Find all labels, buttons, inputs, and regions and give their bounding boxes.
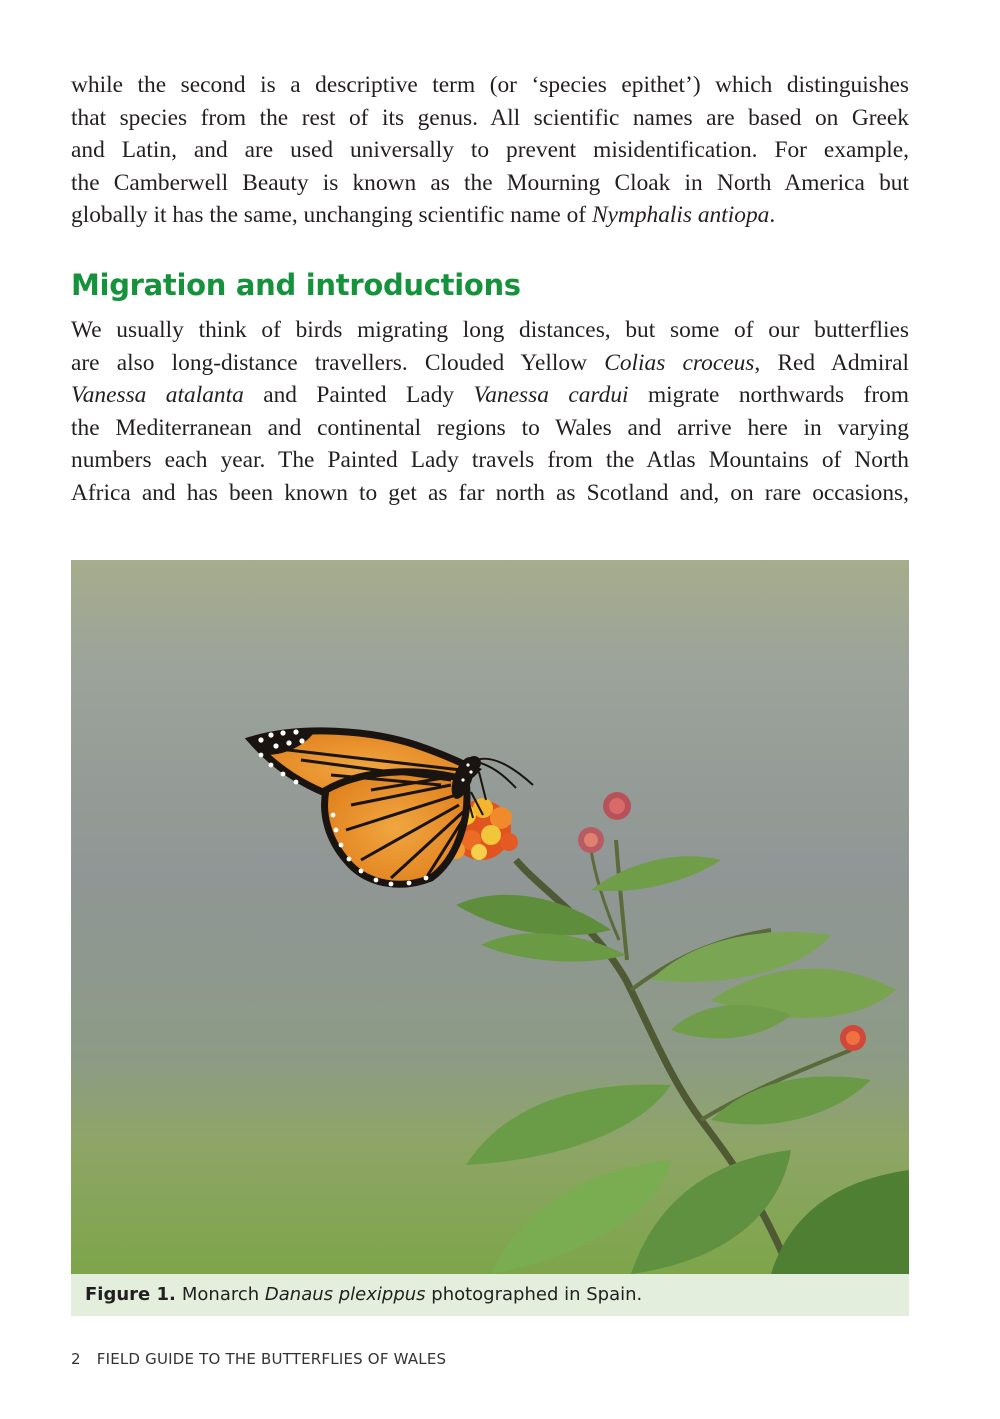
text-run: and Painted Lady (243, 382, 474, 408)
paragraph-migration (71, 314, 909, 509)
paragraph-line: that species from the rest of its genus. All scientific names are based on Greek (71, 104, 909, 131)
monarch-butterfly-photo (71, 560, 909, 1274)
text-run: . (769, 202, 776, 228)
figure-label: Figure 1. (85, 1284, 176, 1305)
species-name: Vanessa atalanta (71, 382, 244, 408)
page-number: 2 (71, 1350, 81, 1368)
species-name: Nymphalis antiopa (591, 202, 770, 228)
text-run: are also long-distance travellers. Clouded Yellow (71, 349, 605, 376)
figure-caption (71, 1274, 909, 1316)
text-run: Monarch (181, 1284, 265, 1305)
paragraph-line (71, 199, 909, 232)
paragraph-intro (71, 69, 909, 232)
text-run: , Red Admiral (754, 349, 909, 376)
paragraph-line: numbers each year. The Painted Lady travels from the Atlas Mountains of North (71, 447, 909, 473)
paragraph-line: while the second is a descriptive term (or ‘species epithet’) which distinguishes (71, 72, 909, 98)
paragraph-line: the Mediterranean and continental regions to Wales and arrive here in varying (71, 414, 909, 441)
page-footer (71, 1350, 446, 1368)
text-run: photographed in Spain. (425, 1284, 643, 1305)
paragraph-line (71, 347, 909, 380)
species-name: Vanessa cardui (473, 382, 629, 408)
book-title: FIELD GUIDE TO THE BUTTERFLIES OF WALES (96, 1350, 447, 1368)
text-run: migrate northwards from (628, 382, 909, 408)
section-heading: Migration and introductions (71, 268, 521, 302)
paragraph-line: Africa and has been known to get as far north as Scotland and, on rare occasions, (71, 479, 909, 506)
paragraph-line (71, 379, 909, 412)
paragraph-line: We usually think of birds migrating long distances, but some of our butterflies (71, 317, 909, 343)
paragraph-line: the Camberwell Beauty is known as the Mourning Cloak in North America but (71, 169, 909, 196)
paragraph-line: and Latin, and are used universally to prevent misidentification. For example, (71, 137, 909, 163)
species-name: Danaus plexippus (264, 1284, 426, 1305)
text-run: globally it has the same, unchanging scientific name of (71, 202, 592, 228)
species-name: Colias croceus (604, 349, 755, 376)
